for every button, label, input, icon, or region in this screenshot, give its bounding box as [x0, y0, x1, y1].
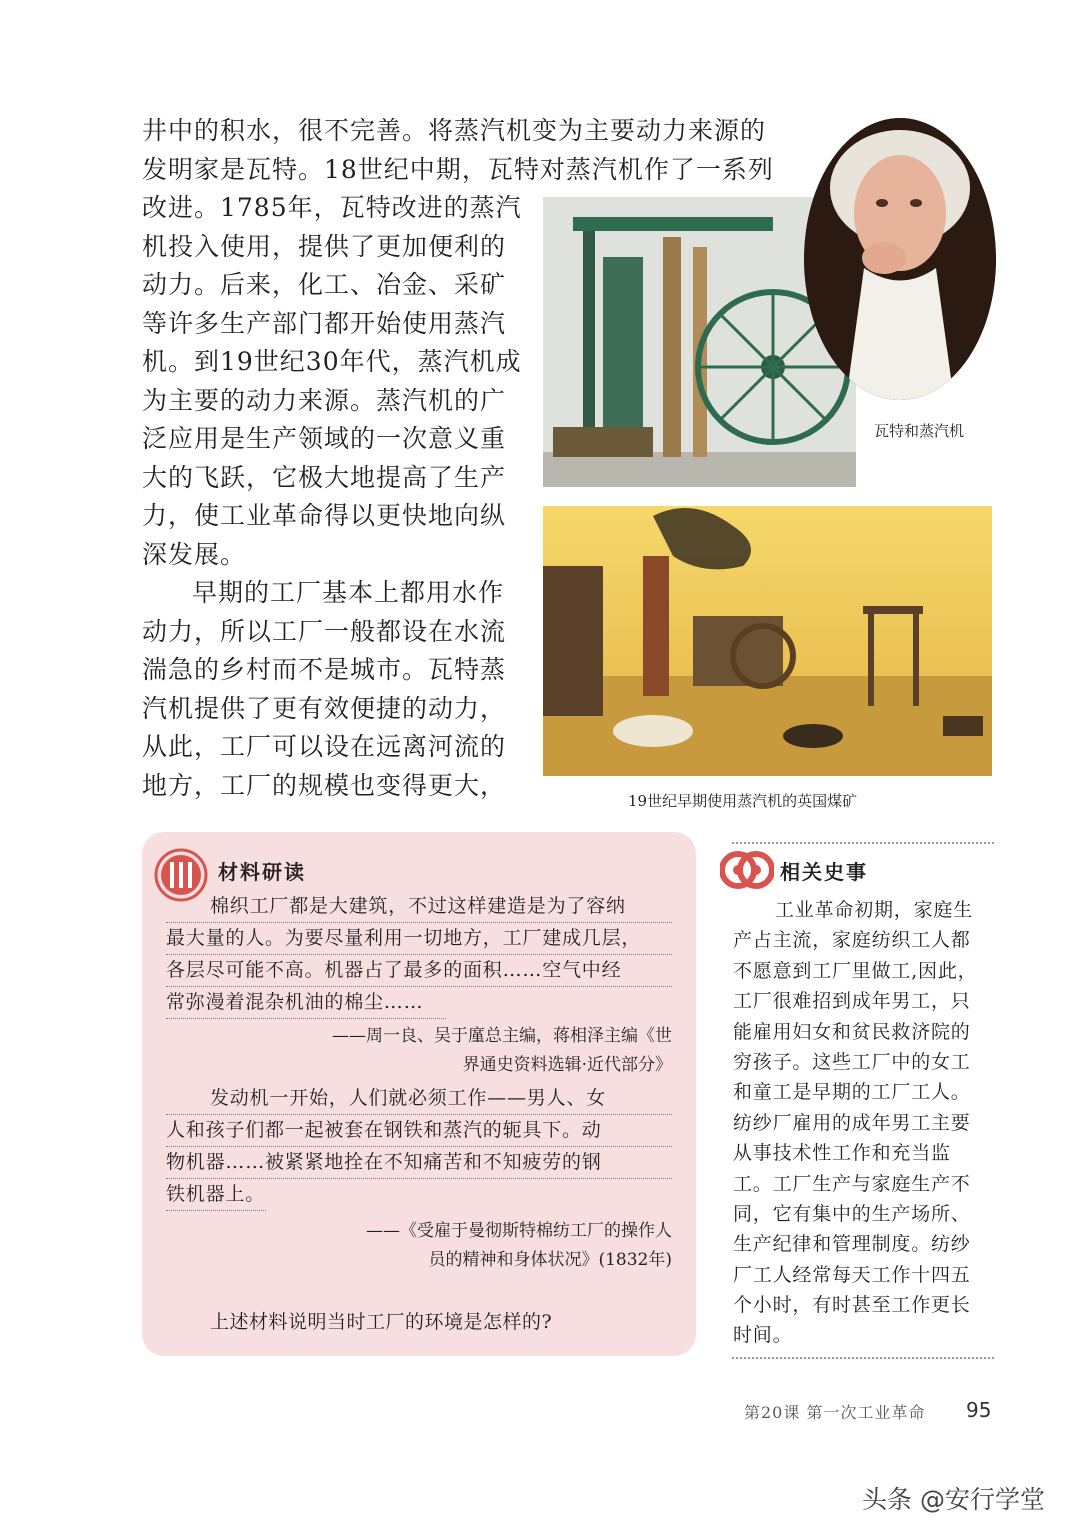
history-line: 能雇用妇女和贫民救济院的	[733, 1020, 971, 1043]
text-line: 湍急的乡村而不是城市。瓦特蒸	[142, 655, 507, 684]
page-number: 95	[966, 1398, 992, 1422]
text-line: 机。到19世纪30年代，蒸汽机成	[142, 347, 522, 376]
text-line: 力，使工业革命得以更快地向纵	[142, 501, 507, 530]
quote-line: 物机器……被紧紧地拴在不知痛苦和不知疲劳的钢	[166, 1147, 672, 1179]
footer-lesson: 第20课 第一次工业革命	[744, 1403, 926, 1422]
quote-line: 各层尽可能不高。机器占了最多的面积……空气中经	[166, 955, 672, 987]
source-line: 员的精神和身体状况》(1832年)	[428, 1250, 672, 1270]
reading-question: 上述材料说明当时工厂的环境是怎样的?	[210, 1311, 553, 1333]
related-history-icon	[720, 846, 774, 894]
text-line: 从此，工厂可以设在远离河流的	[142, 732, 507, 761]
history-line: 工厂很难招到成年男工，只	[733, 990, 971, 1013]
coal-mine-painting	[543, 506, 992, 776]
history-text	[733, 895, 995, 1351]
text-line: 大的飞跃，它极大地提高了生产	[142, 462, 507, 492]
quote-line: 最大量的人。为要尽量利用一切地方，工厂建成几层，	[166, 923, 672, 955]
history-line: 和童工是早期的工厂工人。	[733, 1081, 971, 1104]
history-line: 厂工人经常每天工作十四五	[733, 1263, 971, 1286]
text-line: 地方，工厂的规模也变得更大，	[142, 770, 507, 800]
quote-line: 常弥漫着混杂机油的棉尘……	[166, 987, 446, 1019]
history-top-divider	[732, 842, 994, 844]
source-line: ——《受雇于曼彻斯特棉纺工厂的操作人	[366, 1221, 672, 1241]
source-line: 界通史资料选辑·近代部分》	[462, 1055, 672, 1075]
quote-line: 铁机器上。	[166, 1179, 266, 1211]
text-line: 动力，所以工厂一般都设在水流	[142, 616, 507, 646]
reading-quote-2	[166, 1083, 672, 1211]
watt-caption: 瓦特和蒸汽机	[874, 422, 965, 440]
main-text-para2	[142, 574, 506, 805]
main-text-full	[142, 112, 774, 189]
history-line: 时间。	[733, 1324, 793, 1347]
text-line: 深发展。	[142, 539, 247, 569]
text-line: 泛应用是生产领域的一次意义重	[142, 424, 507, 453]
history-line: 不愿意到工厂里做工,因此，	[733, 959, 978, 982]
history-line: 生产纪律和管理制度。纺纱	[733, 1233, 971, 1256]
watermark: 头条 @安行学堂	[862, 1485, 1045, 1514]
text-line: 机投入使用，提供了更加便利的	[142, 231, 507, 261]
reading-source-1	[332, 1022, 672, 1080]
reading-title: 材料研读	[218, 860, 306, 884]
history-line: 从事技术性工作和充当监	[733, 1142, 951, 1165]
quote-line: 人和孩子们都一起被套在钢铁和蒸汽的轭具下。动	[166, 1115, 672, 1147]
text-line: 汽机提供了更有效便捷的动力，	[142, 693, 507, 723]
history-bottom-divider	[732, 1357, 994, 1359]
text-line: 动力。后来，化工、冶金、采矿	[142, 270, 507, 299]
history-line: 工业革命初期，家庭生	[775, 899, 974, 921]
reading-source-2	[366, 1217, 672, 1275]
text-line: 等许多生产部门都开始使用蒸汽	[142, 308, 507, 338]
quote-line: 棉织工厂都是大建筑，不过这样建造是为了容纳	[166, 891, 672, 923]
source-line: ——周一良、吴于廑总主编，蒋相泽主编《世	[332, 1026, 672, 1046]
text-line: 发明家是瓦特。18世纪中期，瓦特对蒸汽机作了一系列	[142, 154, 774, 184]
watt-portrait	[804, 118, 996, 400]
text-line: 改进。1785年，瓦特改进的蒸汽	[142, 193, 522, 222]
quote-line: 发动机一开始，人们就必须工作——男人、女	[166, 1083, 672, 1115]
text-line: 井中的积水，很不完善。将蒸汽机变为主要动力来源的	[142, 116, 767, 145]
history-line: 产占主流，家庭纺织工人都	[733, 929, 971, 952]
history-line: 纺纱厂雇用的成年男工主要	[733, 1111, 971, 1134]
history-line: 同，它有集中的生产场所、	[733, 1202, 971, 1225]
history-line: 工。工厂生产与家庭生产不	[733, 1172, 971, 1195]
text-line: 早期的工厂基本上都用水作	[192, 578, 505, 607]
history-line: 穷孩子。这些工厂中的女工	[733, 1050, 971, 1073]
text-line: 为主要的动力来源。蒸汽机的广	[142, 385, 507, 415]
history-title: 相关史事	[780, 860, 868, 884]
history-line: 个小时，有时甚至工作更长	[733, 1294, 971, 1317]
reading-quote-1	[166, 891, 672, 1019]
mine-caption: 19世纪早期使用蒸汽机的英国煤矿	[628, 792, 858, 810]
main-text-narrow	[142, 189, 522, 574]
